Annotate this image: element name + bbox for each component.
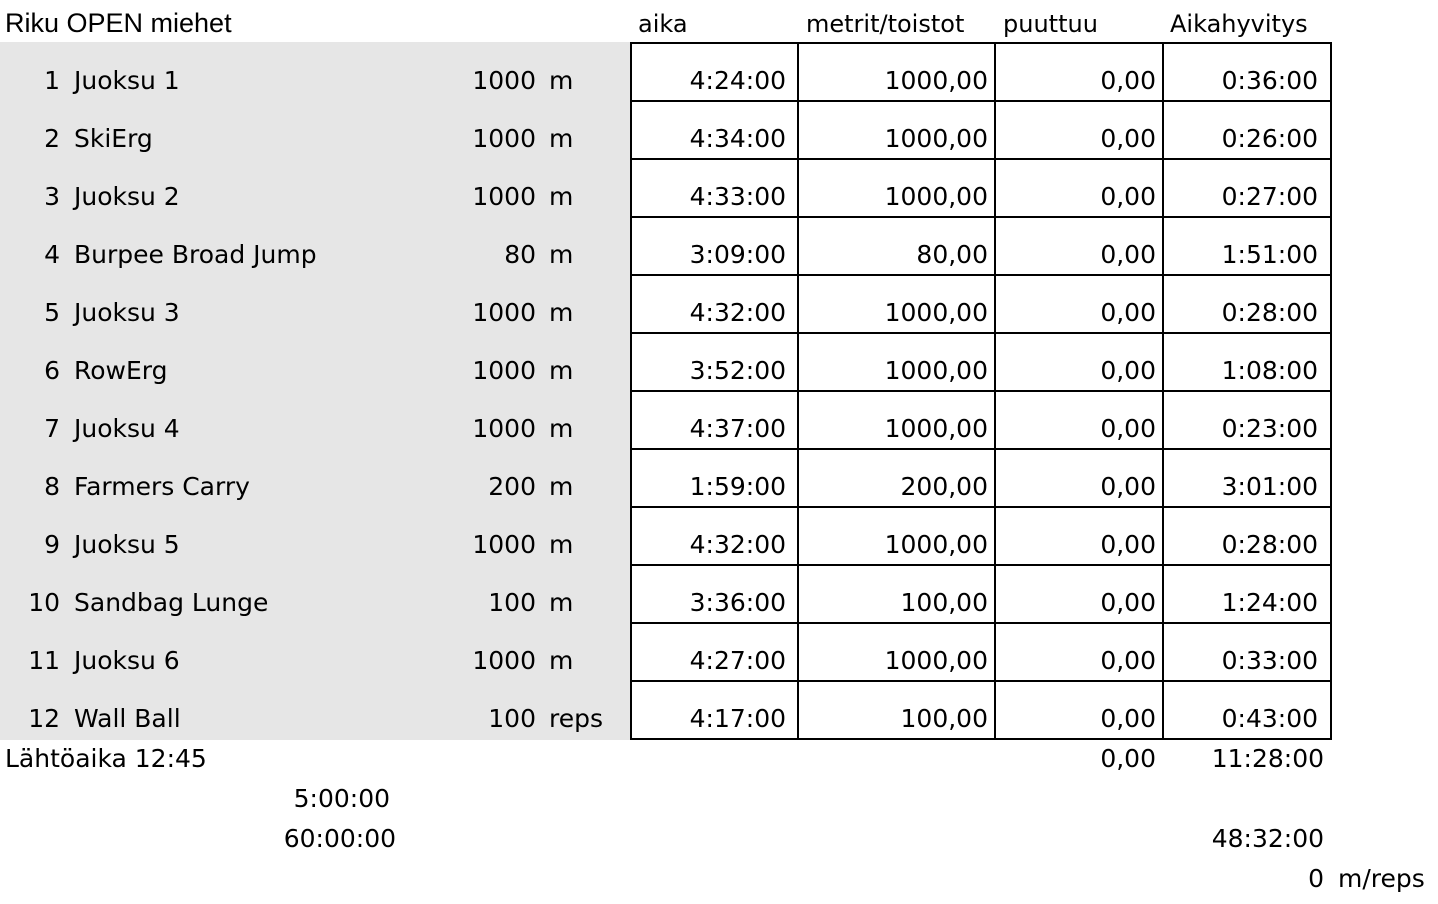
metrit-cell[interactable]: 1000,00 xyxy=(884,298,988,327)
row-number: 4 xyxy=(44,240,60,269)
table-row xyxy=(0,506,1438,564)
table-row xyxy=(0,216,1438,274)
row-number: 5 xyxy=(44,298,60,327)
table-row xyxy=(0,622,1438,680)
exercise-distance: 1000 xyxy=(472,356,536,385)
exercise-name: Farmers Carry xyxy=(74,472,250,501)
metrit-cell[interactable]: 1000,00 xyxy=(884,66,988,95)
exercise-unit: reps xyxy=(549,704,604,733)
puuttuu-cell[interactable]: 0,00 xyxy=(1100,298,1156,327)
table-row xyxy=(0,564,1438,622)
aika-cell[interactable]: 3:09:00 xyxy=(689,240,786,269)
exercise-unit: m xyxy=(549,588,574,617)
table-row xyxy=(0,100,1438,158)
aika-cell[interactable]: 4:27:00 xyxy=(689,646,786,675)
aika-cell[interactable]: 4:33:00 xyxy=(689,182,786,211)
exercise-unit: m xyxy=(549,182,574,211)
puuttuu-cell[interactable]: 0,00 xyxy=(1100,124,1156,153)
aika-cell[interactable]: 1:59:00 xyxy=(689,472,786,501)
metrit-cell[interactable]: 100,00 xyxy=(900,588,988,617)
aika-cell[interactable]: 3:36:00 xyxy=(689,588,786,617)
metrit-cell[interactable]: 1000,00 xyxy=(884,124,988,153)
exercise-name: Juoksu 2 xyxy=(74,182,180,211)
metrit-cell[interactable]: 200,00 xyxy=(900,472,988,501)
exercise-name: RowErg xyxy=(74,356,168,385)
exercise-name: Burpee Broad Jump xyxy=(74,240,317,269)
metrit-cell[interactable]: 80,00 xyxy=(916,240,988,269)
footer-value-a: 5:00:00 xyxy=(293,784,390,813)
exercise-unit: m xyxy=(549,298,574,327)
exercise-unit: m xyxy=(549,356,574,385)
table-row xyxy=(0,680,1438,738)
header-aika: aika xyxy=(638,10,688,38)
metrit-cell[interactable]: 1000,00 xyxy=(884,530,988,559)
footer-value-b: 60:00:00 xyxy=(283,824,396,853)
exercise-name: Wall Ball xyxy=(74,704,181,733)
exercise-distance: 1000 xyxy=(472,646,536,675)
sheet-title: Riku OPEN miehet xyxy=(5,8,232,38)
aikahyvitys-cell[interactable]: 0:36:00 xyxy=(1221,66,1318,95)
puuttuu-total: 0,00 xyxy=(1100,744,1156,773)
row-number: 11 xyxy=(28,646,60,675)
aikahyvitys-cell[interactable]: 0:28:00 xyxy=(1221,530,1318,559)
exercise-distance: 100 xyxy=(488,588,536,617)
aika-cell[interactable]: 4:17:00 xyxy=(689,704,786,733)
exercise-name: Juoksu 4 xyxy=(74,414,180,443)
exercise-unit: m xyxy=(549,414,574,443)
exercise-unit: m xyxy=(549,530,574,559)
puuttuu-cell[interactable]: 0,00 xyxy=(1100,414,1156,443)
aikahyvitys-total: 11:28:00 xyxy=(1211,744,1324,773)
exercise-name: Sandbag Lunge xyxy=(74,588,269,617)
puuttuu-cell[interactable]: 0,00 xyxy=(1100,646,1156,675)
table-row xyxy=(0,448,1438,506)
start-time-label: Lähtöaika 12:45 xyxy=(5,744,207,773)
exercise-distance: 1000 xyxy=(472,298,536,327)
aikahyvitys-cell[interactable]: 0:27:00 xyxy=(1221,182,1318,211)
aika-cell[interactable]: 3:52:00 xyxy=(689,356,786,385)
aikahyvitys-cell[interactable]: 0:23:00 xyxy=(1221,414,1318,443)
exercise-unit: m xyxy=(549,124,574,153)
puuttuu-cell[interactable]: 0,00 xyxy=(1100,704,1156,733)
exercise-distance: 1000 xyxy=(472,182,536,211)
footer-value-d-unit: m/reps xyxy=(1338,864,1425,893)
footer-value-d: 0 xyxy=(1308,864,1324,893)
aikahyvitys-cell[interactable]: 1:24:00 xyxy=(1221,588,1318,617)
row-number: 9 xyxy=(44,530,60,559)
exercise-unit: m xyxy=(549,472,574,501)
exercise-unit: m xyxy=(549,240,574,269)
header-metrit-toistot: metrit/toistot xyxy=(806,10,965,38)
metrit-cell[interactable]: 1000,00 xyxy=(884,646,988,675)
aika-cell[interactable]: 4:24:00 xyxy=(689,66,786,95)
exercise-name: Juoksu 1 xyxy=(74,66,180,95)
puuttuu-cell[interactable]: 0,00 xyxy=(1100,240,1156,269)
exercise-unit: m xyxy=(549,66,574,95)
row-number: 3 xyxy=(44,182,60,211)
row-number: 6 xyxy=(44,356,60,385)
puuttuu-cell[interactable]: 0,00 xyxy=(1100,182,1156,211)
aikahyvitys-cell[interactable]: 1:08:00 xyxy=(1221,356,1318,385)
exercise-distance: 1000 xyxy=(472,530,536,559)
row-number: 7 xyxy=(44,414,60,443)
puuttuu-cell[interactable]: 0,00 xyxy=(1100,588,1156,617)
puuttuu-cell[interactable]: 0,00 xyxy=(1100,356,1156,385)
exercise-distance: 1000 xyxy=(472,66,536,95)
metrit-cell[interactable]: 1000,00 xyxy=(884,356,988,385)
table-row xyxy=(0,158,1438,216)
aikahyvitys-cell[interactable]: 3:01:00 xyxy=(1221,472,1318,501)
table-row xyxy=(0,332,1438,390)
row-number: 10 xyxy=(28,588,60,617)
exercise-name: Juoksu 5 xyxy=(74,530,180,559)
footer-value-c: 48:32:00 xyxy=(1211,824,1324,853)
metrit-cell[interactable]: 1000,00 xyxy=(884,182,988,211)
exercise-distance: 200 xyxy=(488,472,536,501)
aikahyvitys-cell[interactable]: 0:43:00 xyxy=(1221,704,1318,733)
aika-cell[interactable]: 4:37:00 xyxy=(689,414,786,443)
table-row xyxy=(0,390,1438,448)
aika-cell[interactable]: 4:34:00 xyxy=(689,124,786,153)
aikahyvitys-cell[interactable]: 1:51:00 xyxy=(1221,240,1318,269)
aikahyvitys-cell[interactable]: 0:26:00 xyxy=(1221,124,1318,153)
row-number: 1 xyxy=(44,66,60,95)
puuttuu-cell[interactable]: 0,00 xyxy=(1100,472,1156,501)
exercise-name: Juoksu 3 xyxy=(74,298,180,327)
exercise-distance: 1000 xyxy=(472,124,536,153)
table-row xyxy=(0,274,1438,332)
row-number: 12 xyxy=(28,704,60,733)
exercise-distance: 100 xyxy=(488,704,536,733)
row-number: 2 xyxy=(44,124,60,153)
table-row xyxy=(0,42,1438,100)
puuttuu-cell[interactable]: 0,00 xyxy=(1100,66,1156,95)
row-number: 8 xyxy=(44,472,60,501)
metrit-cell[interactable]: 1000,00 xyxy=(884,414,988,443)
header-puuttuu: puuttuu xyxy=(1003,10,1098,38)
exercise-name: Juoksu 6 xyxy=(74,646,180,675)
header-aikahyvitys: Aikahyvitys xyxy=(1170,10,1308,38)
puuttuu-cell[interactable]: 0,00 xyxy=(1100,530,1156,559)
exercise-distance: 1000 xyxy=(472,414,536,443)
aikahyvitys-cell[interactable]: 0:33:00 xyxy=(1221,646,1318,675)
exercise-unit: m xyxy=(549,646,574,675)
exercise-name: SkiErg xyxy=(74,124,153,153)
exercise-distance: 80 xyxy=(504,240,536,269)
aika-cell[interactable]: 4:32:00 xyxy=(689,530,786,559)
metrit-cell[interactable]: 100,00 xyxy=(900,704,988,733)
aika-cell[interactable]: 4:32:00 xyxy=(689,298,786,327)
aikahyvitys-cell[interactable]: 0:28:00 xyxy=(1221,298,1318,327)
